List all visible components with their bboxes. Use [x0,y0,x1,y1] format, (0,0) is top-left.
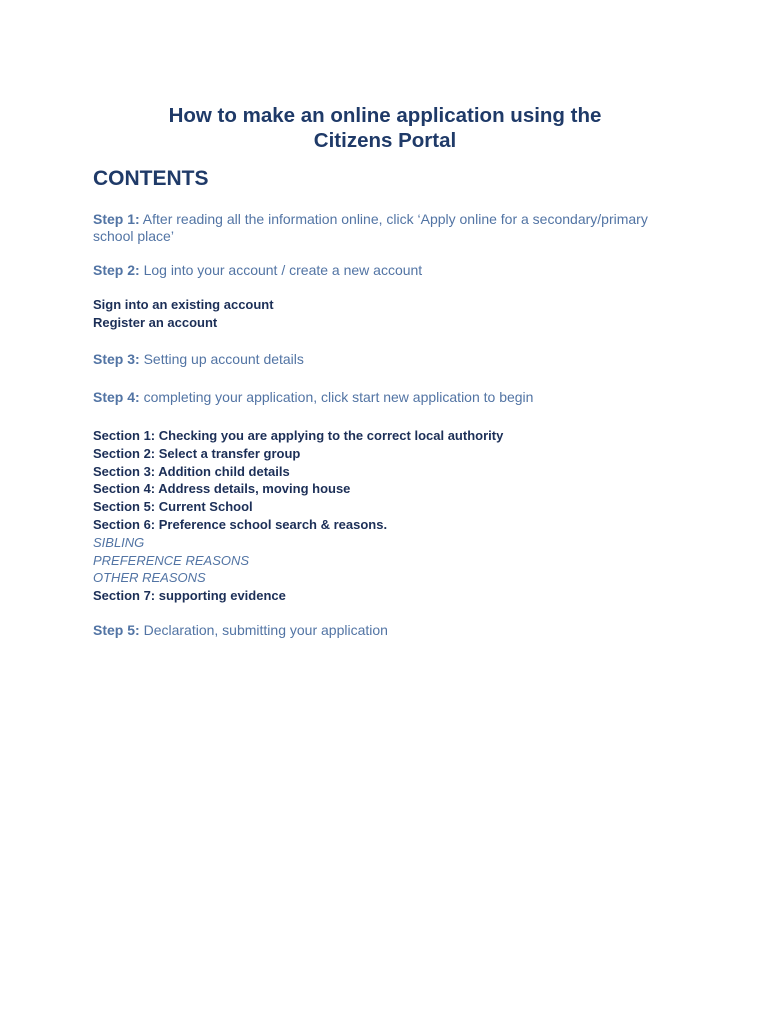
step-2-item-sign-in: Sign into an existing account [93,297,274,312]
section-7: Section 7: supporting evidence [93,588,286,604]
section-4: Section 4: Address details, moving house [93,481,351,497]
contents-heading: CONTENTS [93,167,209,190]
step-2-label: Step 2: [93,262,140,278]
step-1-label: Step 1: [93,211,140,227]
section-3: Section 3: Addition child details [93,463,290,479]
subitem-sibling: SIBLING [93,534,145,550]
step-5 [93,622,653,639]
step-4-label: Step 4: [93,389,140,405]
step-5-label: Step 5: [93,622,140,638]
step-2-item-register: Register an account [93,314,218,330]
step-3-label: Step 3: [93,351,140,367]
subitem-other-reasons: OTHER REASONS [93,570,206,586]
step-3-text: Setting up account details [139,351,304,367]
step-3 [93,351,653,368]
subitem-preference-reasons: PREFERENCE REASONS [93,552,250,568]
step-2 [93,262,653,279]
step-1-text: After reading all the information online, click ‘Apply online for a secondary/primary school place’ [93,211,648,244]
step-2-text: Log into your account / create a new account [139,262,423,278]
step-4-text: completing your application, click start new application to begin [139,389,534,405]
section-5: Section 5: Current School [93,499,253,515]
section-1: Section 1: Checking you are applying to the correct local authority [93,428,504,443]
section-2: Section 2: Select a transfer group [93,445,301,461]
step-4 [93,389,713,406]
step-2-list [93,296,693,332]
title-line-1: How to make an online application using the [168,104,602,127]
title-line-2: Citizens Portal [313,129,457,152]
step-5-text: Declaration, submitting your application [139,622,388,638]
section-6: Section 6: Preference school search & reasons. [93,516,388,532]
step-4-sections [93,427,693,605]
document-title [60,103,710,153]
step-1 [93,211,653,245]
